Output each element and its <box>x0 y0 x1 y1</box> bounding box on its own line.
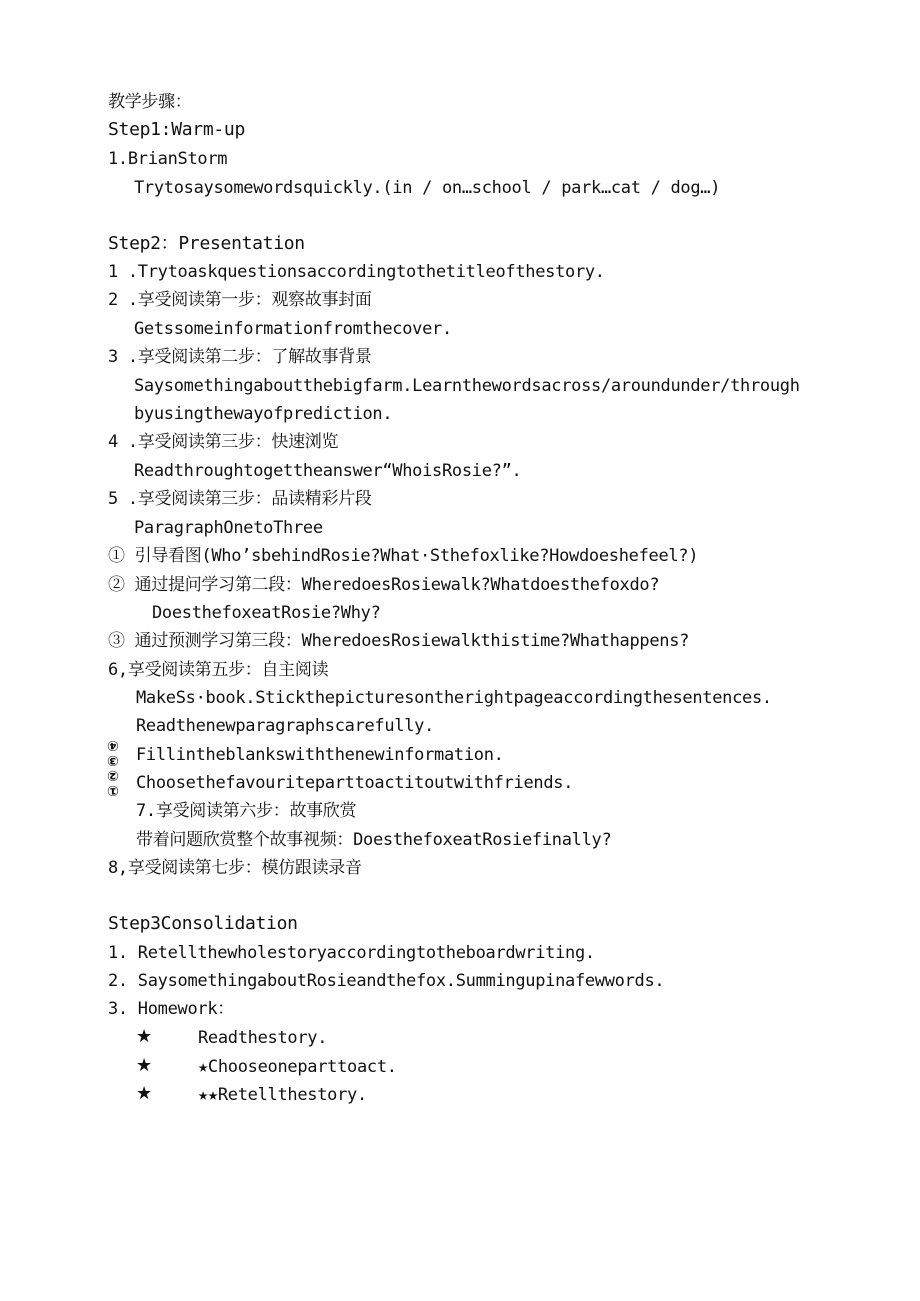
presentation-item-7: 7.享受阅读第六步：故事欣赏 <box>136 801 357 821</box>
presentation-item-5: 5 .享受阅读第三步：品读精彩片段 <box>108 489 372 509</box>
consolidation-item-3: 3. Homework： <box>108 999 234 1019</box>
presentation-item-1: 1 .Trytoaskquestionsaccordingtothetitleofthestory. <box>108 262 605 282</box>
presentation-item-3: 3 .享受阅读第二步：了解故事背景 <box>108 347 372 367</box>
presentation-item-4: 4 .享受阅读第三步：快速浏览 <box>108 432 339 452</box>
presentation-item-6: 6,享受阅读第五步：自主阅读 <box>108 660 329 680</box>
presentation-item-2: 2 .享受阅读第一步：观察故事封面 <box>108 290 372 310</box>
presentation-item-5-detail: ParagraphOnetoThree <box>134 518 323 538</box>
presentation-item-8: 8,享受阅读第七步：模仿跟读录音 <box>108 858 362 878</box>
sub-item-2: ② 通过提问学习第二段：WheredoesRosiewalk?Whatdoesthefoxdo? <box>108 575 660 595</box>
reading-task-2: Fillintheblankswiththenewinformation. <box>136 745 504 765</box>
presentation-item-4-detail: Readthroughtogettheanswer“WhoisRosie?”. <box>134 461 522 481</box>
presentation-item-7-detail: 带着问题欣赏整个故事视频：DoesthefoxeatRosiefinally? <box>136 830 612 850</box>
brainstorm-detail: Trytosaysomewordsquickly.(in / on…school / park…cat / dog…) <box>134 178 721 198</box>
star-icon: ★ <box>136 1026 152 1047</box>
reading-task-3: Choosethefavouriteparttoactitoutwithfriends. <box>136 773 574 793</box>
sub-item-3: ③ 通过预测学习第三段：WheredoesRosiewalkthistime?Whathappens? <box>108 631 690 651</box>
presentation-item-2-detail: Getssomeinformationfromthecover. <box>134 319 452 339</box>
presentation-item-3-detail-2: byusingthewayofprediction. <box>134 404 393 424</box>
step3-heading: Step3Consolidation <box>108 913 298 934</box>
presentation-item-3-detail-1: Saysomethingaboutthebigfarm.Learnthewordsacross/aroundunder/through <box>134 376 800 396</box>
star-icon: ★ <box>136 1083 152 1104</box>
consolidation-item-2: 2. SaysomethingaboutRosieandthefox.Summingupinafewwords. <box>108 971 665 991</box>
homework-level-1: Readthestory. <box>198 1028 328 1048</box>
step2-heading: Step2：Presentation <box>108 233 305 254</box>
star-icon: ★ <box>136 1055 152 1076</box>
sub-item-1: ① 引导看图(Who’sbehindRosie?What·Sthefoxlike?Howdoeshefeel?) <box>108 546 699 566</box>
numbered-circles-rotated: ①②③④ <box>105 738 121 798</box>
presentation-item-6-detail: MakeSs·book.Stickthepicturesontherightpageaccordingthesentences. <box>136 688 772 708</box>
teaching-steps-heading: 教学步骤： <box>108 92 192 112</box>
reading-task-1: Readthenewparagraphscarefully. <box>136 716 435 736</box>
step1-heading: Step1:Warm-up <box>108 119 245 140</box>
homework-level-3: ★★Retellthestory. <box>198 1085 367 1105</box>
consolidation-item-1: 1. Retellthewholestoryaccordingtotheboardwriting. <box>108 943 595 963</box>
brainstorm-item: 1.BrianStorm <box>108 149 228 169</box>
sub-item-2-detail: DoesthefoxeatRosie?Why? <box>152 603 381 623</box>
homework-level-2: ★Chooseoneparttoact. <box>198 1057 397 1077</box>
